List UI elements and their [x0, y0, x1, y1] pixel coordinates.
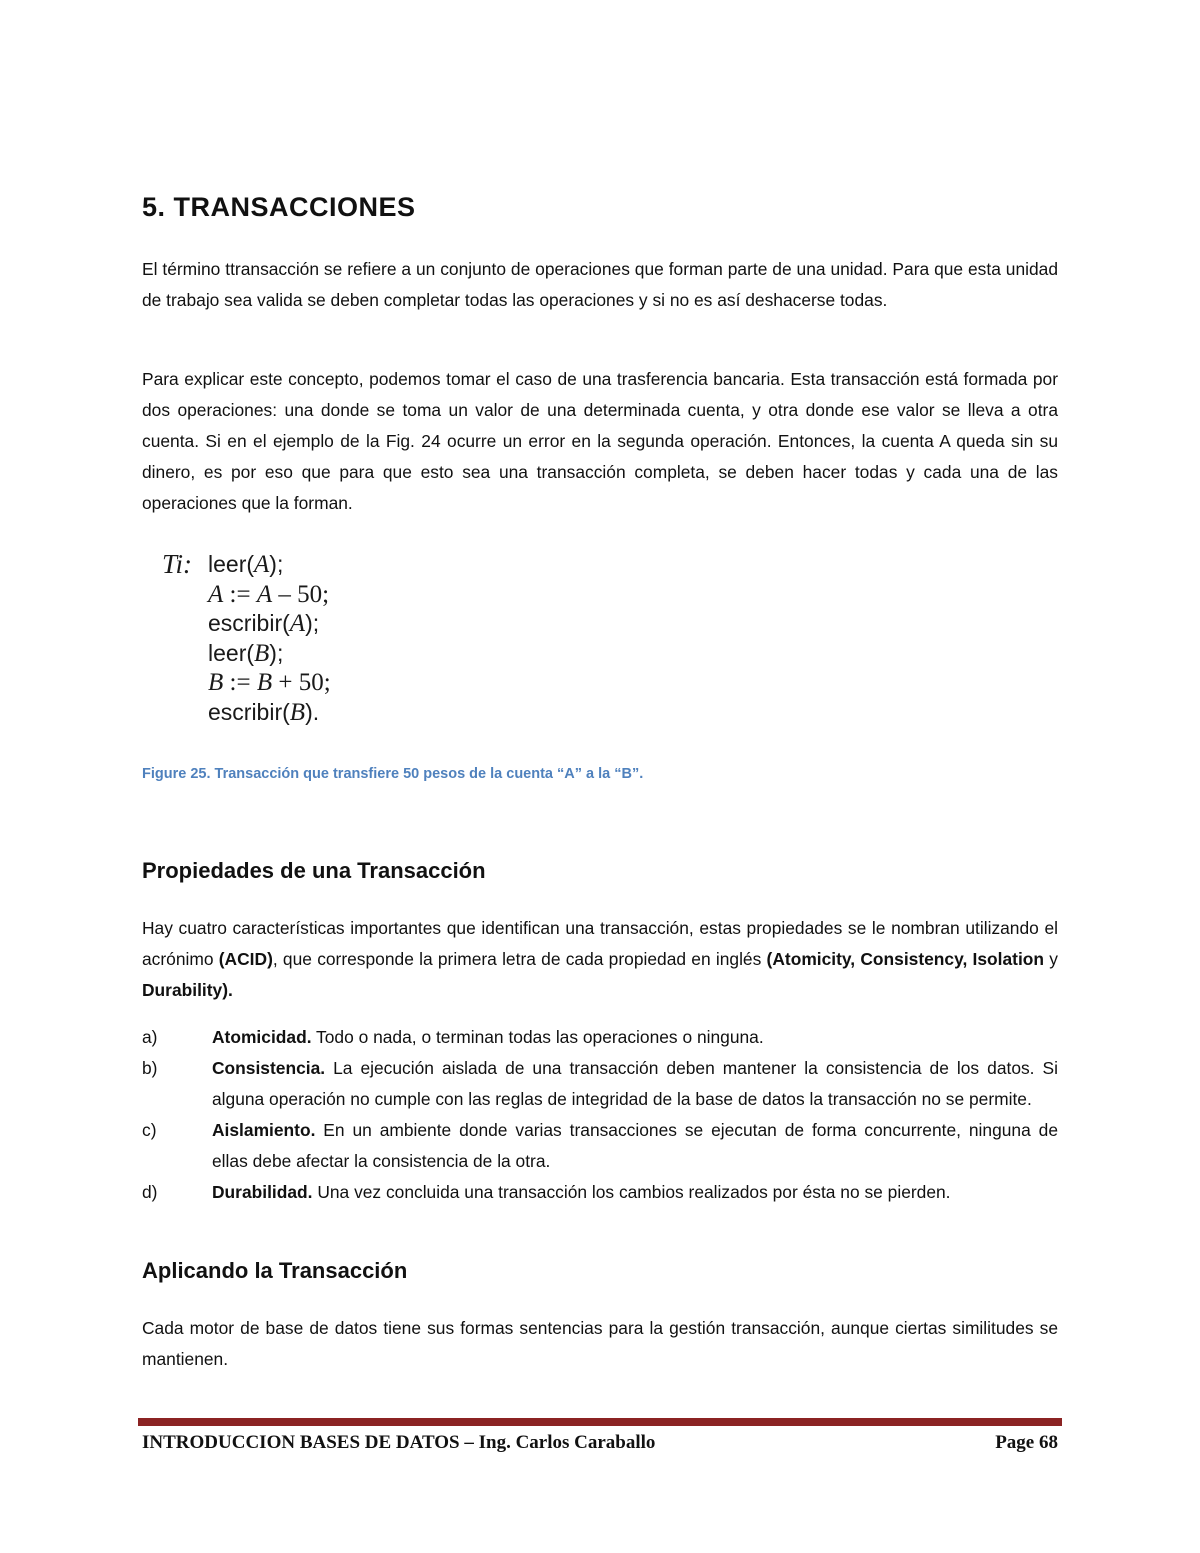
applying-paragraph: Cada motor de base de datos tiene sus formas sentencias para la gestión transacción, aunque ciertas similitudes se mantienen.	[142, 1318, 1058, 1369]
page-number: Page 68	[995, 1432, 1058, 1453]
list-item: d) Durabilidad. Una vez concluida una transacción los cambios realizados por ésta no se pierden.	[142, 1182, 951, 1202]
code-line: B := B + 50;	[208, 669, 331, 696]
intro-paragraph-2: Para explicar este concepto, podemos tomar el caso de una trasferencia bancaria. Esta transacción está formada por dos operaciones: una donde se toma un valor de una determinada cuenta, y otra donde ese valor se lleva a otra cuenta. Si en el ejemplo de la Fig. 24 ocurre un error en la segunda operación. Entonces, la cuenta A queda sin su dinero, es por eso que para que esto sea una transacción completa, se deben hacer todas y cada una de las operaciones que la forman.	[142, 369, 1058, 513]
properties-intro: Hay cuatro características importantes que identifican una transacción, estas propiedades se le nombran utilizando el acrónimo (ACID), que corresponde la primera letra de cada propiedad en inglés (Atomicity, Consistency, Isolation y Durability).	[142, 918, 1058, 1000]
section-heading: 5. TRANSACCIONES	[142, 192, 416, 222]
applying-heading: Aplicando la Transacción	[142, 1258, 408, 1283]
figure-caption: Figure 25. Transacción que transfiere 50 pesos de la cuenta “A” a la “B”.	[142, 766, 644, 782]
footer-title: INTRODUCCION BASES DE DATOS – Ing. Carlos Caraballo	[142, 1432, 656, 1453]
acid-properties-list	[142, 1022, 1058, 1208]
list-item: a) Atomicidad. Todo o nada, o terminan todas las operaciones o ninguna.	[142, 1027, 764, 1047]
footer-rule	[138, 1418, 1062, 1426]
transaction-code	[208, 550, 331, 727]
list-item: c) Aislamiento. En un ambiente donde varias transacciones se ejecutan de forma concurrente, ninguna de ellas debe afectar la consistencia de la otra.	[142, 1120, 1058, 1171]
intro-paragraph-1: El término ttransacción se refiere a un conjunto de operaciones que forman parte de una unidad. Para que esta unidad de trabajo sea valida se deben completar todas las operaciones y si no es así deshacerse todas.	[142, 259, 1058, 310]
code-line: escribir(A);	[208, 610, 320, 637]
transaction-label: Ti:	[162, 549, 193, 579]
code-line: A := A – 50;	[208, 580, 330, 608]
properties-heading: Propiedades de una Transacción	[142, 858, 486, 883]
code-line: leer(B);	[208, 639, 284, 667]
code-line: escribir(B).	[208, 698, 320, 726]
list-item: b) Consistencia. La ejecución aislada de una transacción deben mantener la consistencia de los datos. Si alguna operación no cumple con las reglas de integridad de la base de datos la transacción no se permite.	[142, 1058, 1058, 1109]
code-line: leer(A);	[208, 551, 284, 578]
